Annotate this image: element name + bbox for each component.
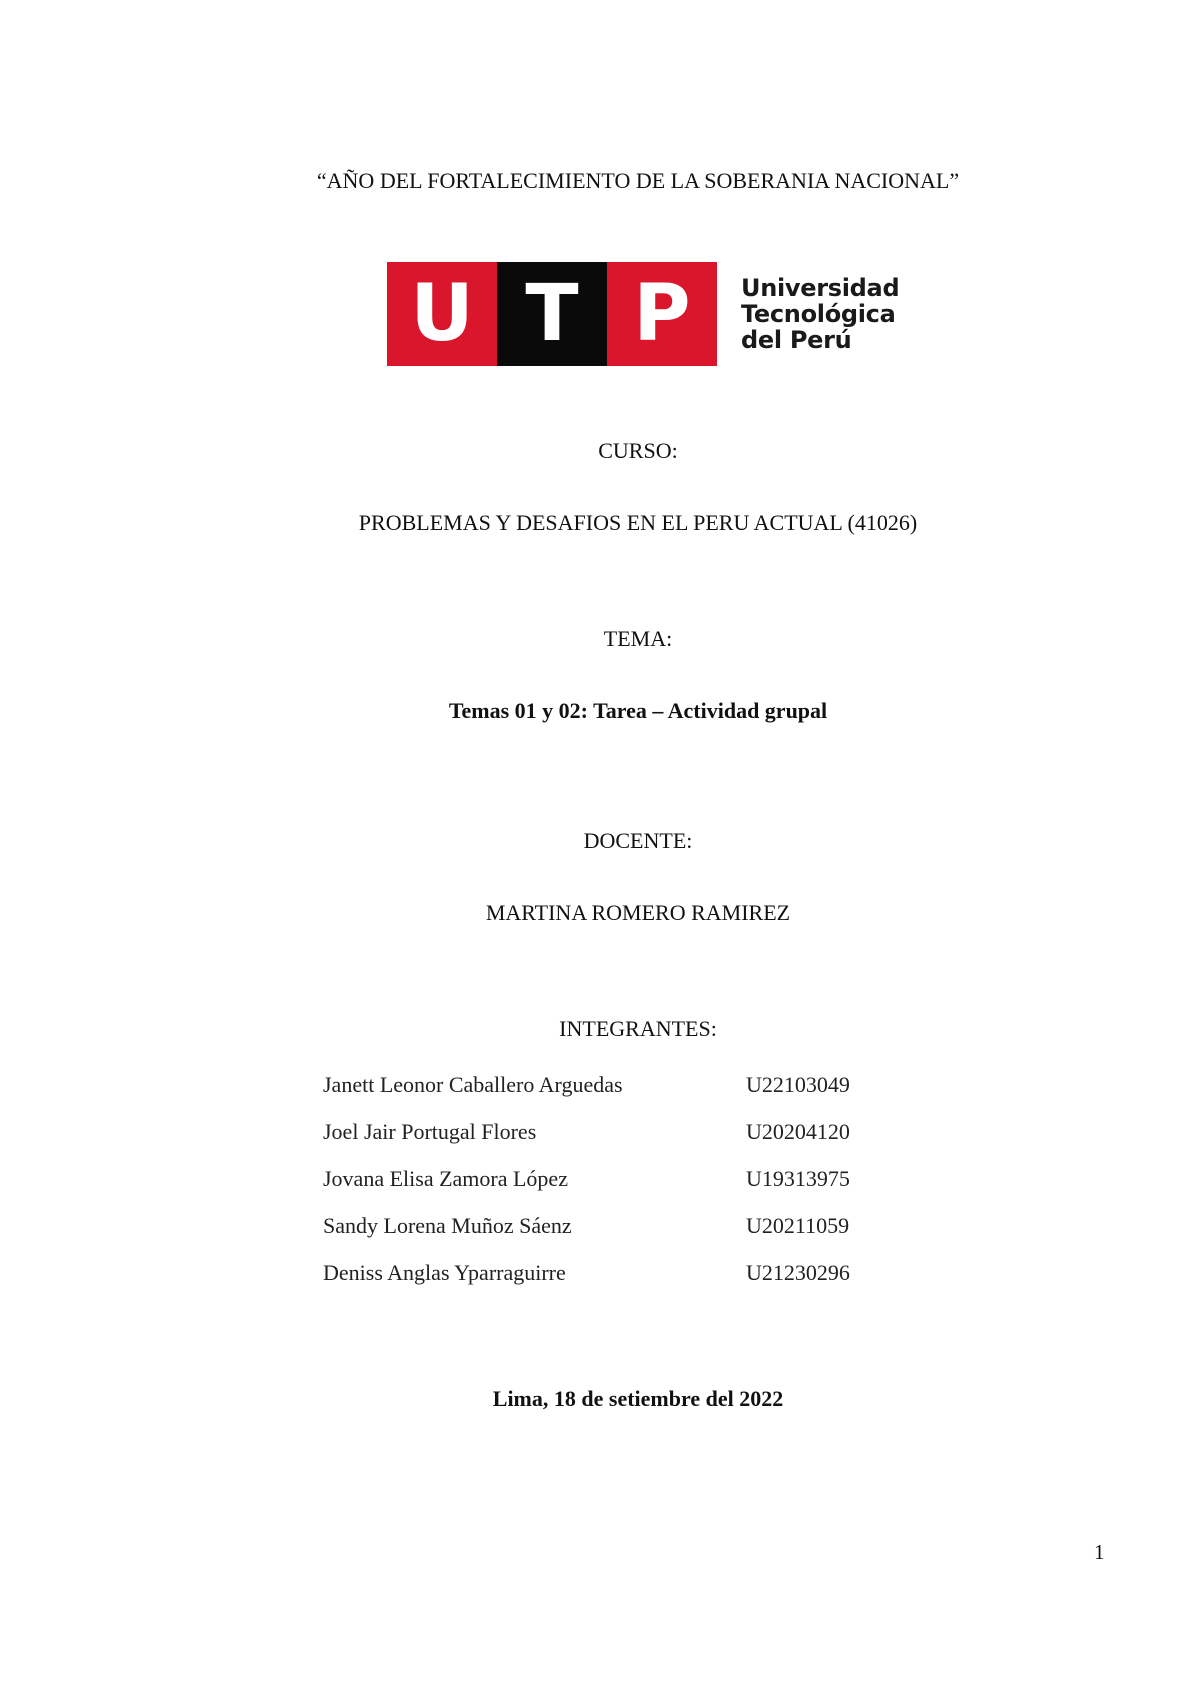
docente-value: MARTINA ROMERO RAMIREZ xyxy=(485,900,791,925)
members-list xyxy=(323,1072,923,1307)
member-name: Jovana Elisa Zamora López xyxy=(323,1166,568,1191)
member-code: U21230296 xyxy=(746,1260,850,1285)
page-number: 1 xyxy=(1094,1540,1105,1564)
member-name: Sandy Lorena Muñoz Sáenz xyxy=(323,1213,572,1238)
integrantes-label: INTEGRANTES: xyxy=(559,1016,717,1041)
utp-logo xyxy=(387,262,899,366)
curso-label: CURSO: xyxy=(598,438,678,463)
tema-label: TEMA: xyxy=(603,626,673,651)
member-code: U20211059 xyxy=(746,1213,850,1238)
place-date: Lima, 18 de setiembre del 2022 xyxy=(492,1386,784,1411)
docente-label: DOCENTE: xyxy=(583,828,693,853)
logo-university-name xyxy=(741,275,899,353)
member-code: U20204120 xyxy=(746,1119,850,1144)
logo-letter-t: T xyxy=(497,262,607,366)
member-code: U22103049 xyxy=(746,1072,850,1097)
member-row xyxy=(323,1119,923,1166)
member-row xyxy=(323,1213,923,1260)
member-name: Deniss Anglas Yparraguirre xyxy=(323,1260,566,1285)
curso-value: PROBLEMAS Y DESAFIOS EN EL PERU ACTUAL (41026) xyxy=(358,510,918,535)
member-row xyxy=(323,1166,923,1213)
tema-value: Temas 01 y 02: Tarea – Actividad grupal xyxy=(448,698,828,723)
logo-text-line-2: Tecnológica xyxy=(741,300,896,328)
header-slogan: “AÑO DEL FORTALECIMIENTO DE LA SOBERANIA NACIONAL” xyxy=(316,168,960,193)
member-row xyxy=(323,1260,923,1307)
logo-text-line-3: del Perú xyxy=(741,326,852,354)
member-code: U19313975 xyxy=(746,1166,850,1191)
logo-letter-u: U xyxy=(387,262,497,366)
member-name: Joel Jair Portugal Flores xyxy=(323,1119,537,1144)
member-row xyxy=(323,1072,923,1119)
member-name: Janett Leonor Caballero Arguedas xyxy=(323,1072,623,1097)
logo-text-line-1: Universidad xyxy=(741,274,900,302)
logo-letter-p: P xyxy=(607,262,717,366)
